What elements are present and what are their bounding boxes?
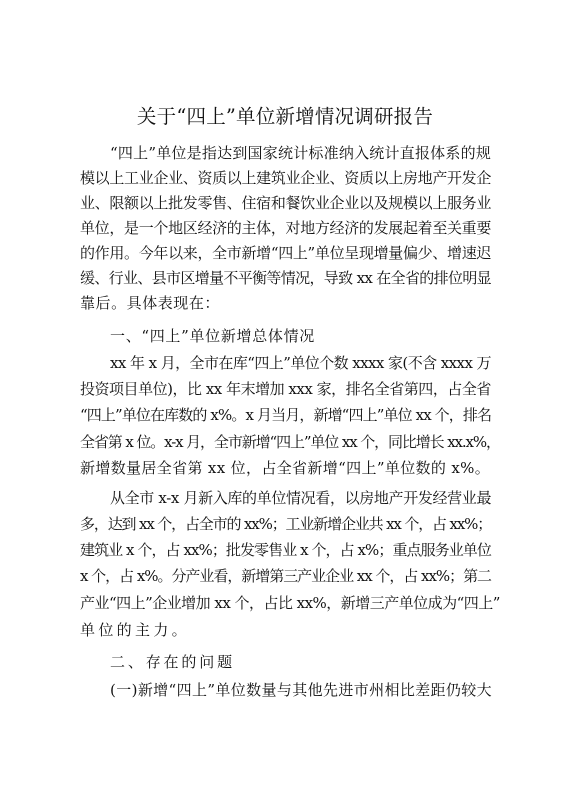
paragraph-line: 业、限额以上批发零售、住宿和餐饮业企业以及规模以上服务业 [80, 194, 492, 212]
document-title: 关于“四上”单位新增情况调研报告 [136, 105, 434, 128]
paragraph-line: xx 年 x 月，全市在库“四上”单位个数 xxxx 家(不含 xxxx 万 [110, 354, 491, 372]
paragraph-line: 从全市 x-x 月新入库的单位情况看，以房地产开发经营业最 [110, 489, 492, 507]
paragraph-line: 产业“四上”企业增加 xx 个，占比 xx%，新增三产单位成为“四上” [80, 594, 500, 612]
paragraph-line: x 个，占 x%。分产业看，新增第三产业企业 xx 个，占 xx%；第二 [80, 567, 492, 585]
section-heading: 一、“四上”单位新增总体情况 [110, 327, 315, 345]
paragraph-line: 单位，是一个地区经济的主体，对地方经济的发展起着至关重要 [80, 219, 492, 237]
paragraph-line: 缓、行业、县市区增量不平衡等情况，导致 xx 在全省的排位明显 [80, 269, 491, 287]
paragraph-line: “四上”单位在库数的 x%。x 月当月，新增“四上”单位 xx 个，排名 [80, 406, 492, 424]
paragraph-line: 单位的主力。 [80, 621, 190, 639]
paragraph-line: 靠后。具体表现在： [80, 294, 220, 312]
section-heading: 二、存在的问题 [110, 653, 235, 671]
paragraph-line: 模以上工业企业、资质以上建筑业企业、资质以上房地产开发企 [80, 169, 492, 187]
subsection-heading: (一)新增“四上”单位数量与其他先进市州相比差距仍较大 [110, 681, 493, 699]
paragraph-line: 的作用。今年以来，全市新增“四上”单位呈现增量偏少、增速迟 [80, 244, 492, 262]
paragraph-line: 新增数量居全省第 xx 位，占全省新增“四上”单位数的 x%。 [80, 459, 491, 477]
paragraph-line: 建筑业 x 个，占 xx%；批发零售业 x 个，占 x%；重点服务业单位 [80, 541, 491, 559]
paragraph-line: 多，达到 xx 个，占全市的 xx%；工业新增企业共 xx 个，占 xx%； [80, 515, 492, 533]
paragraph-line: 全省第 x 位。x-x 月，全市新增“四上”单位 xx 个，同比增长 xx.x%， [80, 433, 500, 451]
paragraph-line: “四上”单位是指达到国家统计标准纳入统计直报体系的规 [110, 144, 492, 162]
paragraph-line: 投资项目单位)，比 xx 年末增加 xxx 家，排名全省第四，占全省 [80, 380, 491, 398]
